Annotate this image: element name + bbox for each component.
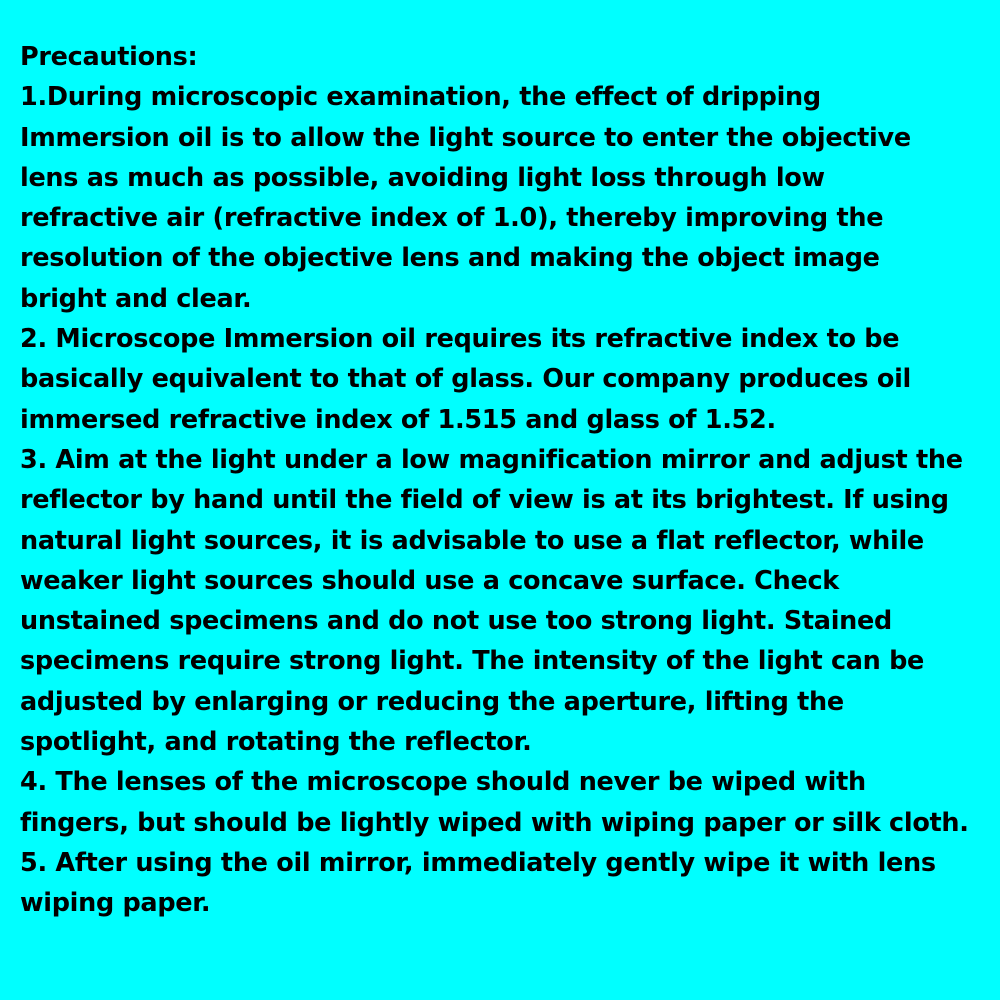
item-3-line-3: natural light sources, it is advisable to use a flat reflector, while bbox=[20, 525, 924, 556]
item-1-line-5: resolution of the objective lens and making the object image bbox=[20, 243, 880, 274]
item-2-line-3: immersed refractive index of 1.515 and glass of 1.52. bbox=[20, 404, 776, 435]
item-5-line-1: 5. After using the oil mirror, immediately gently wipe it with lens bbox=[20, 847, 936, 878]
item-1-line-1: 1.During microscopic examination, the effect of dripping bbox=[20, 82, 821, 113]
precautions-text bbox=[20, 37, 998, 924]
item-3-line-4: weaker light sources should use a concave surface. Check bbox=[20, 565, 839, 596]
item-4-line-1: 4. The lenses of the microscope should never be wiped with bbox=[20, 767, 866, 798]
item-5-line-2: wiping paper. bbox=[20, 888, 211, 919]
item-1-line-4: refractive air (refractive index of 1.0), thereby improving the bbox=[20, 203, 884, 234]
item-2-line-1: 2. Microscope Immersion oil requires its refractive index to be bbox=[20, 324, 900, 355]
item-3-line-2: reflector by hand until the field of view is at its brightest. If using bbox=[20, 485, 949, 516]
item-2-line-2: basically equivalent to that of glass. Our company produces oil bbox=[20, 364, 911, 395]
item-3-line-8: spotlight, and rotating the reflector. bbox=[20, 727, 532, 758]
item-4-line-2: fingers, but should be lightly wiped with wiping paper or silk cloth. bbox=[20, 807, 969, 838]
item-1-line-6: bright and clear. bbox=[20, 283, 252, 314]
item-3-line-5: unstained specimens and do not use too strong light. Stained bbox=[20, 606, 892, 637]
item-1-line-2: Immersion oil is to allow the light source to enter the objective bbox=[20, 122, 911, 153]
item-3-line-1: 3. Aim at the light under a low magnification mirror and adjust the bbox=[20, 444, 963, 475]
item-3-line-6: specimens require strong light. The intensity of the light can be bbox=[20, 646, 925, 677]
item-3-line-7: adjusted by enlarging or reducing the aperture, lifting the bbox=[20, 686, 844, 717]
item-1-line-3: lens as much as possible, avoiding light loss through low bbox=[20, 162, 825, 193]
precautions-heading: Precautions: bbox=[20, 42, 198, 72]
